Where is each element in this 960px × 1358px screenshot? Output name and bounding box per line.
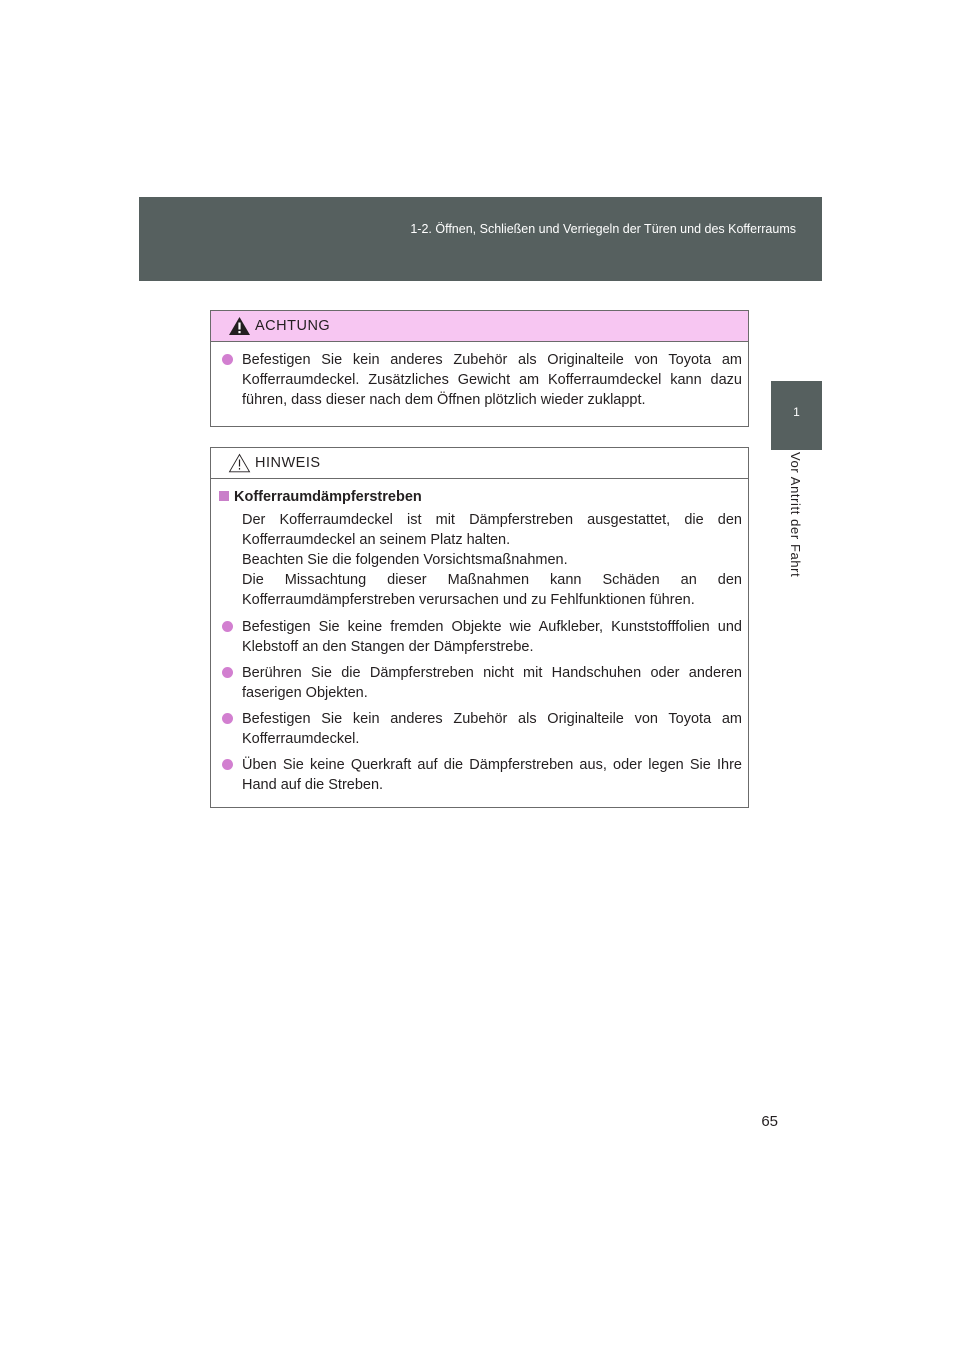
- chapter-number: 1: [793, 405, 800, 419]
- hinweis-bullet: [218, 709, 742, 749]
- hinweis-subheading: [218, 487, 742, 507]
- page-number: 65: [761, 1113, 778, 1130]
- hinweis-bullet-text: Üben Sie keine Querkraft auf die Dämpferstreben aus, oder legen Sie Ihre Hand auf die Streben.: [242, 757, 742, 793]
- hinweis-intro-line: Beachten Sie die folgenden Vorsichtsmaßnahmen.: [242, 552, 568, 568]
- achtung-body: [211, 342, 748, 410]
- hinweis-bullet: [218, 755, 742, 795]
- hinweis-bullet-text: Befestigen Sie keine fremden Objekte wie Aufkleber, Kunststofffolien und Klebstoff an den Stangen der Dämpferstrebe.: [242, 619, 742, 655]
- hinweis-body: [211, 479, 748, 795]
- hinweis-bullet-text: Befestigen Sie kein anderes Zubehör als Originalteile von Toyota am Kofferraumdeckel.: [242, 711, 742, 747]
- section-header-band: [139, 197, 822, 281]
- chapter-label: Vor Antritt der Fahrt: [788, 452, 803, 578]
- achtung-box: [210, 310, 749, 427]
- hinweis-heading: HINWEIS: [255, 455, 321, 471]
- hinweis-bullet: [218, 663, 742, 703]
- bullet-dot-icon: [222, 667, 233, 678]
- hinweis-intro-line: Die Missachtung dieser Maßnahmen kann Schäden an den Kofferraumdämpferstreben verursachen und zu Fehlfunktionen führen.: [242, 572, 742, 608]
- hinweis-intro: [218, 510, 742, 610]
- hinweis-header: [211, 448, 748, 479]
- hinweis-bullet-text: Berühren Sie die Dämpferstreben nicht mit Handschuhen oder anderen faserigen Objekten.: [242, 665, 742, 701]
- warning-triangle-outline-icon: [228, 453, 251, 473]
- bullet-dot-icon: [222, 759, 233, 770]
- bullet-dot-icon: [222, 713, 233, 724]
- bullet-dot-icon: [222, 354, 233, 365]
- hinweis-intro-line: Der Kofferraumdeckel ist mit Dämpferstreben ausgestattet, die den Kofferraumdeckel an seinem Platz halten.: [242, 512, 742, 548]
- achtung-header: [211, 311, 748, 342]
- achtung-heading: ACHTUNG: [255, 318, 331, 334]
- achtung-bullet-text: Befestigen Sie kein anderes Zubehör als Originalteile von Toyota am Kofferraumdeckel. Zusätzliches Gewicht am Kofferraumdeckel kann dazu führen, dass dieser nach dem Öffnen plötzlich wieder zuklappt.: [242, 352, 742, 408]
- achtung-bullet: [218, 350, 742, 410]
- hinweis-subheading-text: Kofferraumdämpferstreben: [234, 489, 422, 505]
- hinweis-box: [210, 447, 749, 808]
- section-title: 1-2. Öffnen, Schließen und Verriegeln der Türen und des Kofferraums: [410, 222, 796, 236]
- warning-triangle-filled-icon: [228, 316, 251, 336]
- square-bullet-icon: [219, 491, 229, 501]
- chapter-tab: [771, 381, 822, 450]
- bullet-dot-icon: [222, 621, 233, 632]
- hinweis-bullet: [218, 617, 742, 657]
